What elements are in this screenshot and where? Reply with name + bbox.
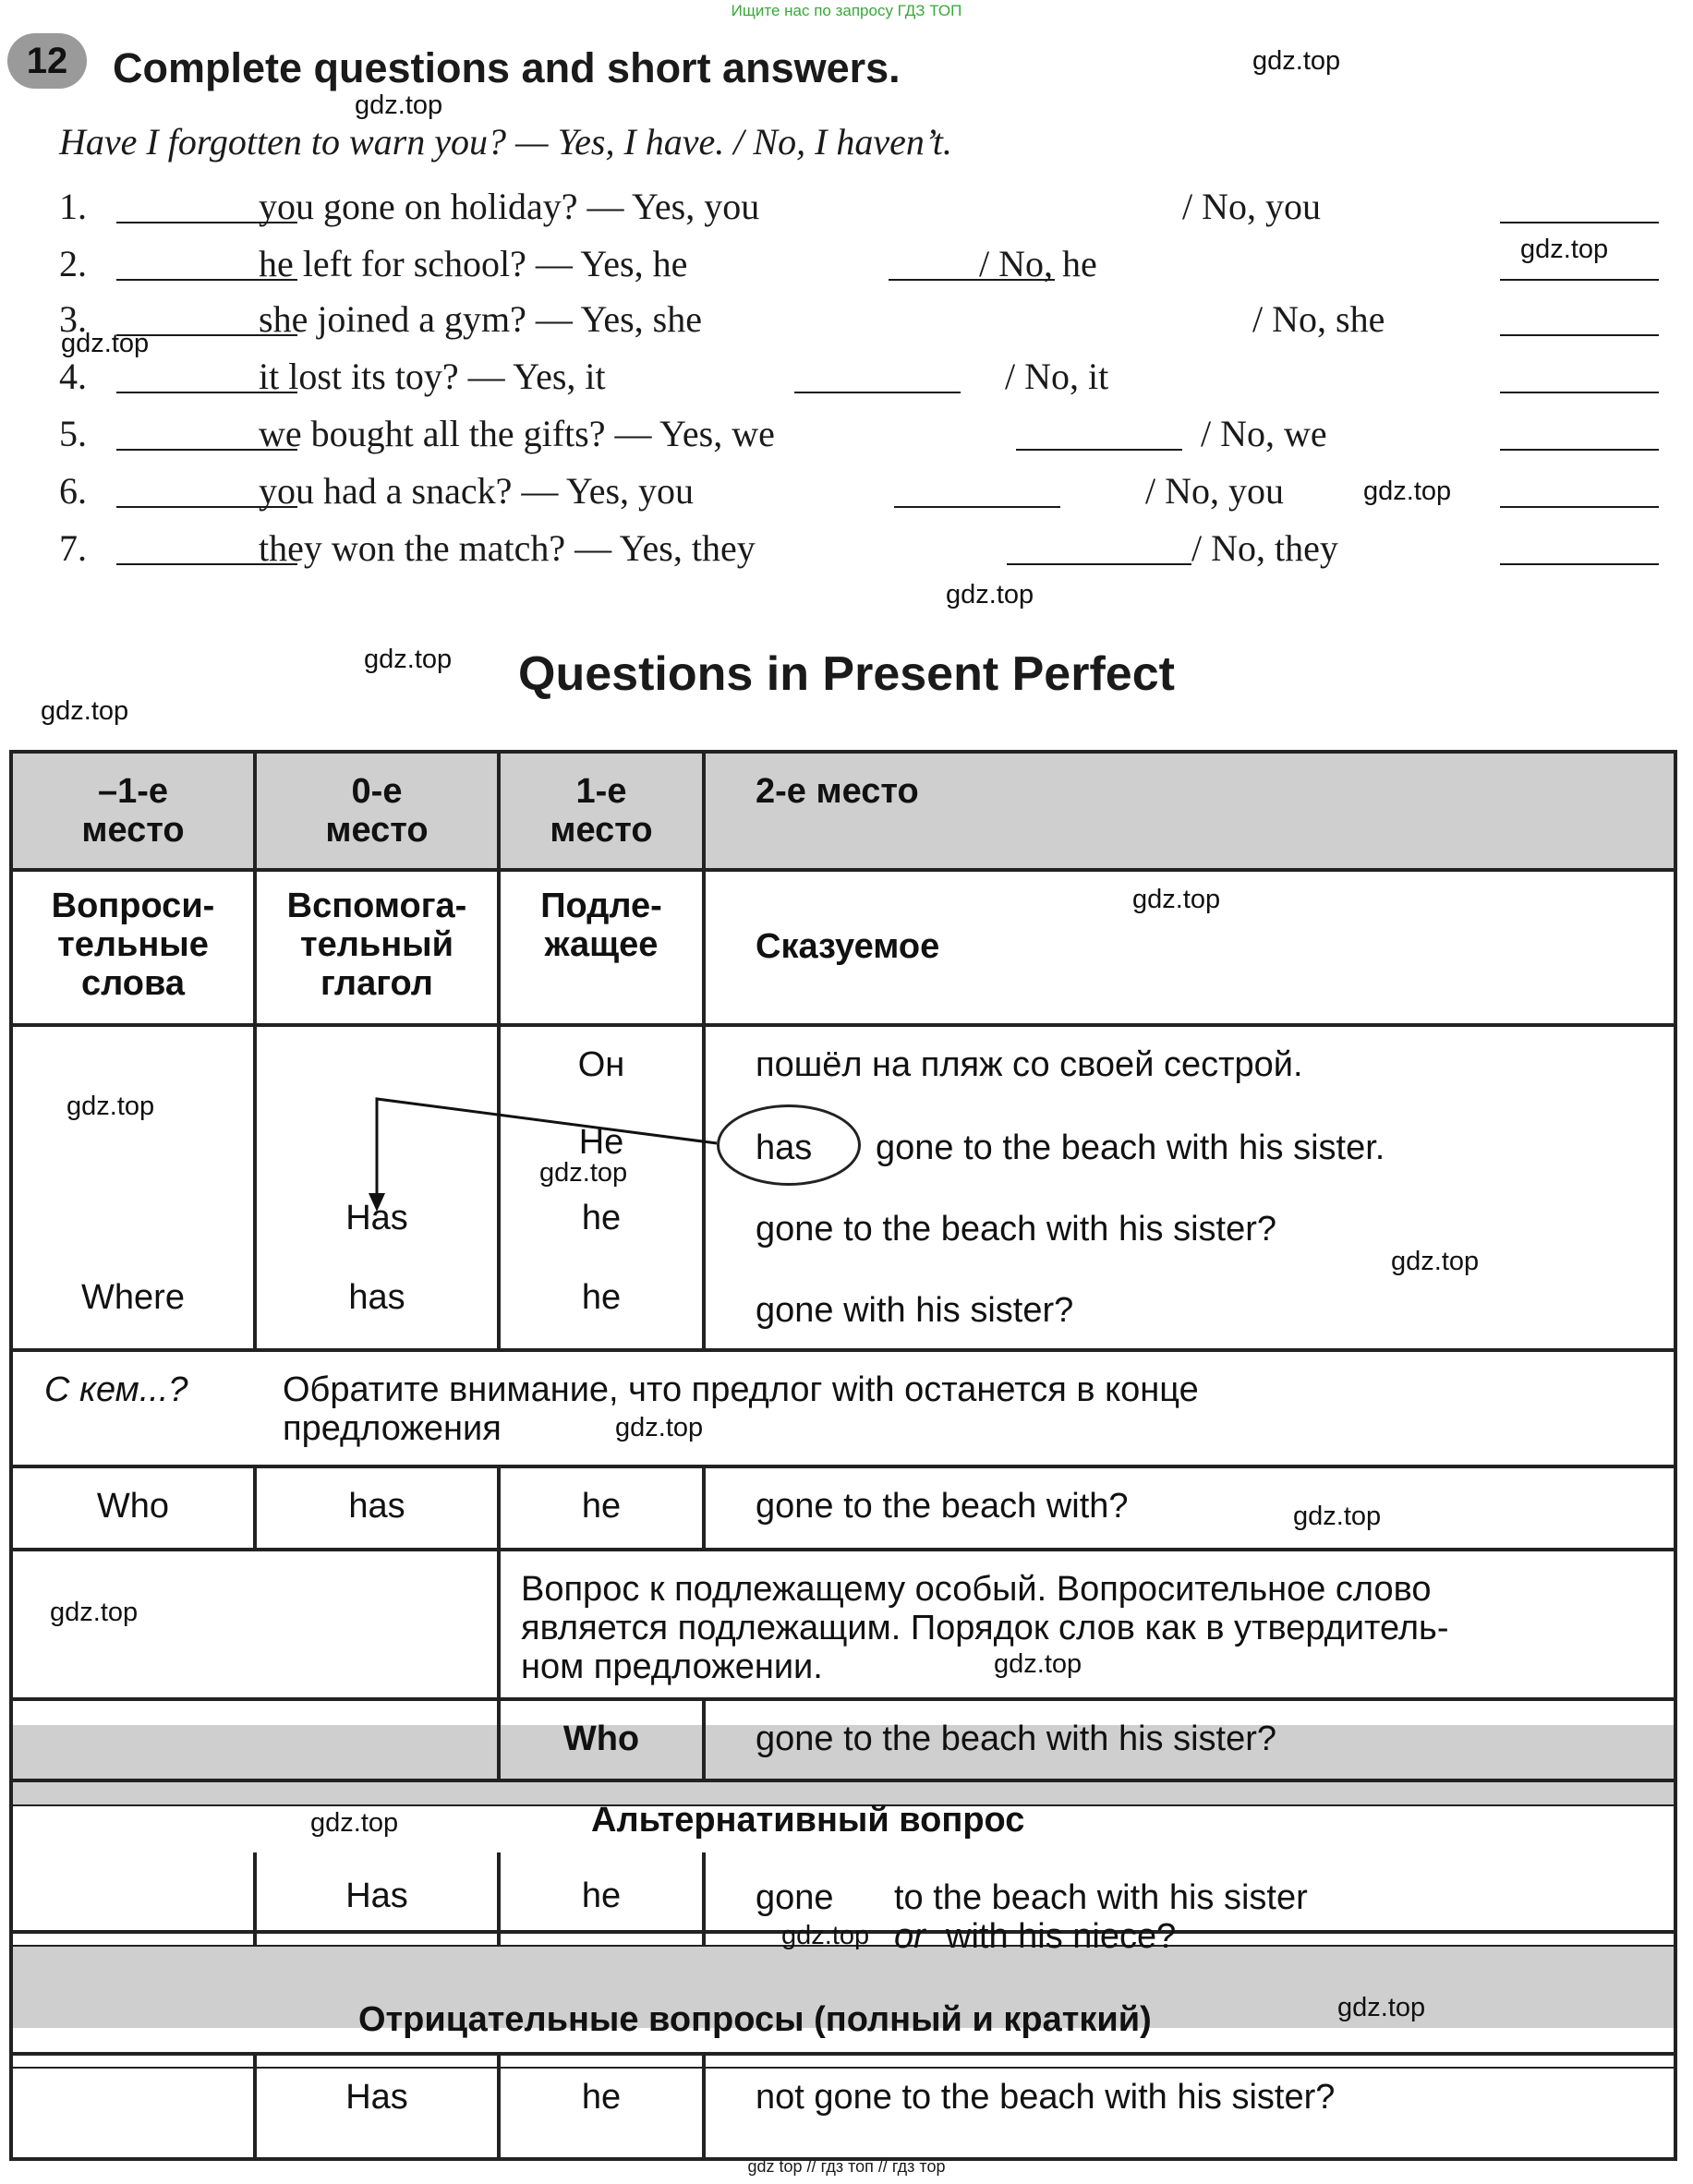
ex-aux-has: has: [756, 1128, 813, 1167]
answer-blank[interactable]: [1500, 506, 1659, 508]
item-number: 3.: [59, 298, 87, 340]
who-qword: Who: [96, 1487, 170, 1526]
item-negative: / No, they: [1191, 527, 1338, 569]
footer: gdz top // гдз топ // гдз тор: [747, 2157, 946, 2176]
who-subject: he: [581, 1487, 622, 1526]
subject-note-line1: Вопрос к подлежащему особый. Вопросительное слово: [521, 1570, 1432, 1609]
role-auxiliary: Вспомога- тельный глагол: [286, 887, 467, 1003]
exercise-title: Complete questions and short answers.: [113, 44, 901, 91]
header-col1: –1-е место: [81, 772, 185, 850]
item-question: he left for school? — Yes, he: [259, 243, 688, 284]
header-col4: 2-е место: [756, 772, 919, 811]
table-title: Questions in Present Perfect: [518, 647, 1175, 701]
exercise-item: [59, 526, 1666, 578]
alt-rest1: to the beach with his sister: [894, 1878, 1308, 1917]
exercise-item: [59, 297, 1666, 349]
ex-predicate-ru: пошёл на пляж со своей сестрой.: [756, 1045, 1303, 1084]
movement-arrow: [351, 1095, 739, 1215]
watermark: gdz.top: [61, 329, 150, 358]
alternative-title: Альтернативный вопрос: [591, 1801, 1025, 1840]
answer-blank[interactable]: [894, 506, 1060, 508]
exercise-item: [59, 242, 1666, 294]
neg-predicate: not gone to the beach with his sister?: [756, 2078, 1336, 2117]
item-number: 2.: [59, 243, 87, 284]
neg-aux: Has: [345, 2078, 408, 2117]
neg-subject: he: [581, 2078, 622, 2117]
watermark: gdz.top: [994, 1649, 1082, 1679]
header-col3: 1-е место: [550, 772, 653, 850]
item-negative: / No, we: [1201, 413, 1327, 454]
answer-blank[interactable]: [1500, 563, 1659, 565]
item-number: 1.: [59, 186, 87, 227]
watermark: gdz.top: [1252, 46, 1341, 76]
watermark: gdz.top: [615, 1413, 704, 1442]
ex-subject-he3: he: [581, 1278, 622, 1317]
item-question: we bought all the gifts? — Yes, we: [259, 413, 775, 454]
header-col2: 0-е место: [325, 772, 429, 850]
answer-blank[interactable]: [794, 392, 961, 393]
ex-aux-Has: Has: [345, 1199, 408, 1237]
ex-predicate-en: gone to the beach with his sister.: [876, 1128, 1385, 1167]
answer-blank[interactable]: [1500, 449, 1659, 451]
negative-title: Отрицательные вопросы (полный и краткий): [358, 2000, 1152, 2039]
exercise-number-badge: 12: [7, 33, 87, 89]
who-predicate: gone to the beach with?: [756, 1487, 1129, 1526]
watermark: gdz.top: [946, 580, 1034, 609]
exercise-example: Have I forgotten to warn you? — Yes, I have. / No, I haven’t.: [59, 121, 952, 163]
item-negative: / No, she: [1252, 298, 1385, 340]
item-negative: / No, he: [979, 243, 1097, 284]
ex-subject-he2: he: [581, 1199, 622, 1237]
watermark: gdz.top: [539, 1158, 628, 1188]
ex-question: gone to the beach with his sister?: [756, 1210, 1277, 1249]
with-whom-note-line1: Обратите внимание, что предлог with останется в конце: [283, 1370, 1199, 1409]
watermark: gdz.top: [67, 1092, 155, 1121]
alt-or: or: [894, 1917, 925, 1956]
watermark: gdz.top: [1391, 1247, 1480, 1276]
subject-note-line3: ном предложении.: [521, 1647, 823, 1686]
ex-subject-he: He: [578, 1123, 624, 1162]
watermark: gdz.top: [41, 696, 129, 726]
ex-where-predicate: gone with his sister?: [756, 1291, 1074, 1330]
watermark: gdz.top: [50, 1598, 139, 1627]
item-negative: / No, it: [1005, 356, 1109, 397]
who-subject-predicate: gone to the beach with his sister?: [756, 1719, 1277, 1758]
answer-blank[interactable]: [1007, 563, 1191, 565]
alt-rest2: with his niece?: [946, 1917, 1177, 1956]
item-number: 7.: [59, 527, 87, 569]
top-banner: Ищите нас по запросу ГДЗ ТОП: [731, 2, 962, 19]
exercise-item: [59, 355, 1666, 406]
watermark: gdz.top: [1363, 477, 1452, 506]
watermark: gdz.top: [1293, 1502, 1382, 1531]
answer-blank[interactable]: [1016, 449, 1182, 451]
item-question: they won the match? — Yes, they: [259, 527, 756, 569]
answer-blank[interactable]: [1500, 222, 1659, 223]
alt-verb: gone: [756, 1878, 834, 1917]
watermark: gdz.top: [310, 1808, 399, 1838]
who-aux: has: [348, 1487, 405, 1526]
ex-subject-ru: Он: [577, 1045, 625, 1084]
alt-subject: he: [581, 1876, 622, 1915]
answer-blank[interactable]: [1500, 392, 1659, 393]
with-whom-note-line2: предложения: [283, 1409, 502, 1448]
item-negative: / No, you: [1145, 470, 1284, 512]
role-subject: Подле- жащее: [540, 887, 662, 964]
watermark: gdz.top: [1520, 235, 1609, 264]
answer-blank[interactable]: [1500, 279, 1659, 281]
item-question: you gone on holiday? — Yes, you: [259, 186, 760, 227]
subject-note-line2: является подлежащим. Порядок слов как в утвердитель-: [521, 1609, 1449, 1647]
item-question: it lost its toy? — Yes, it: [259, 356, 606, 397]
role-question-words: Вопроси- тельные слова: [51, 887, 215, 1003]
with-whom-label: С кем...?: [44, 1370, 188, 1409]
watermark: gdz.top: [781, 1921, 870, 1950]
item-number: 4.: [59, 356, 87, 397]
item-number: 6.: [59, 470, 87, 512]
who-subject-word: Who: [562, 1719, 640, 1758]
exercise-item: [59, 185, 1666, 236]
item-negative: / No, you: [1182, 186, 1321, 227]
role-predicate: Сказуемое: [756, 927, 940, 966]
ex-qword-where: Where: [81, 1278, 185, 1317]
exercise-item: [59, 412, 1666, 464]
alt-aux: Has: [345, 1876, 408, 1915]
watermark: gdz.top: [1132, 885, 1221, 914]
ex-aux-has2: has: [348, 1278, 405, 1317]
item-question: you had a snack? — Yes, you: [259, 470, 695, 512]
answer-blank[interactable]: [1500, 334, 1659, 336]
watermark: gdz.top: [355, 90, 443, 120]
item-number: 5.: [59, 413, 87, 454]
watermark: gdz.top: [364, 645, 453, 674]
watermark: gdz.top: [1337, 1993, 1426, 2022]
item-question: she joined a gym? — Yes, she: [259, 298, 702, 340]
